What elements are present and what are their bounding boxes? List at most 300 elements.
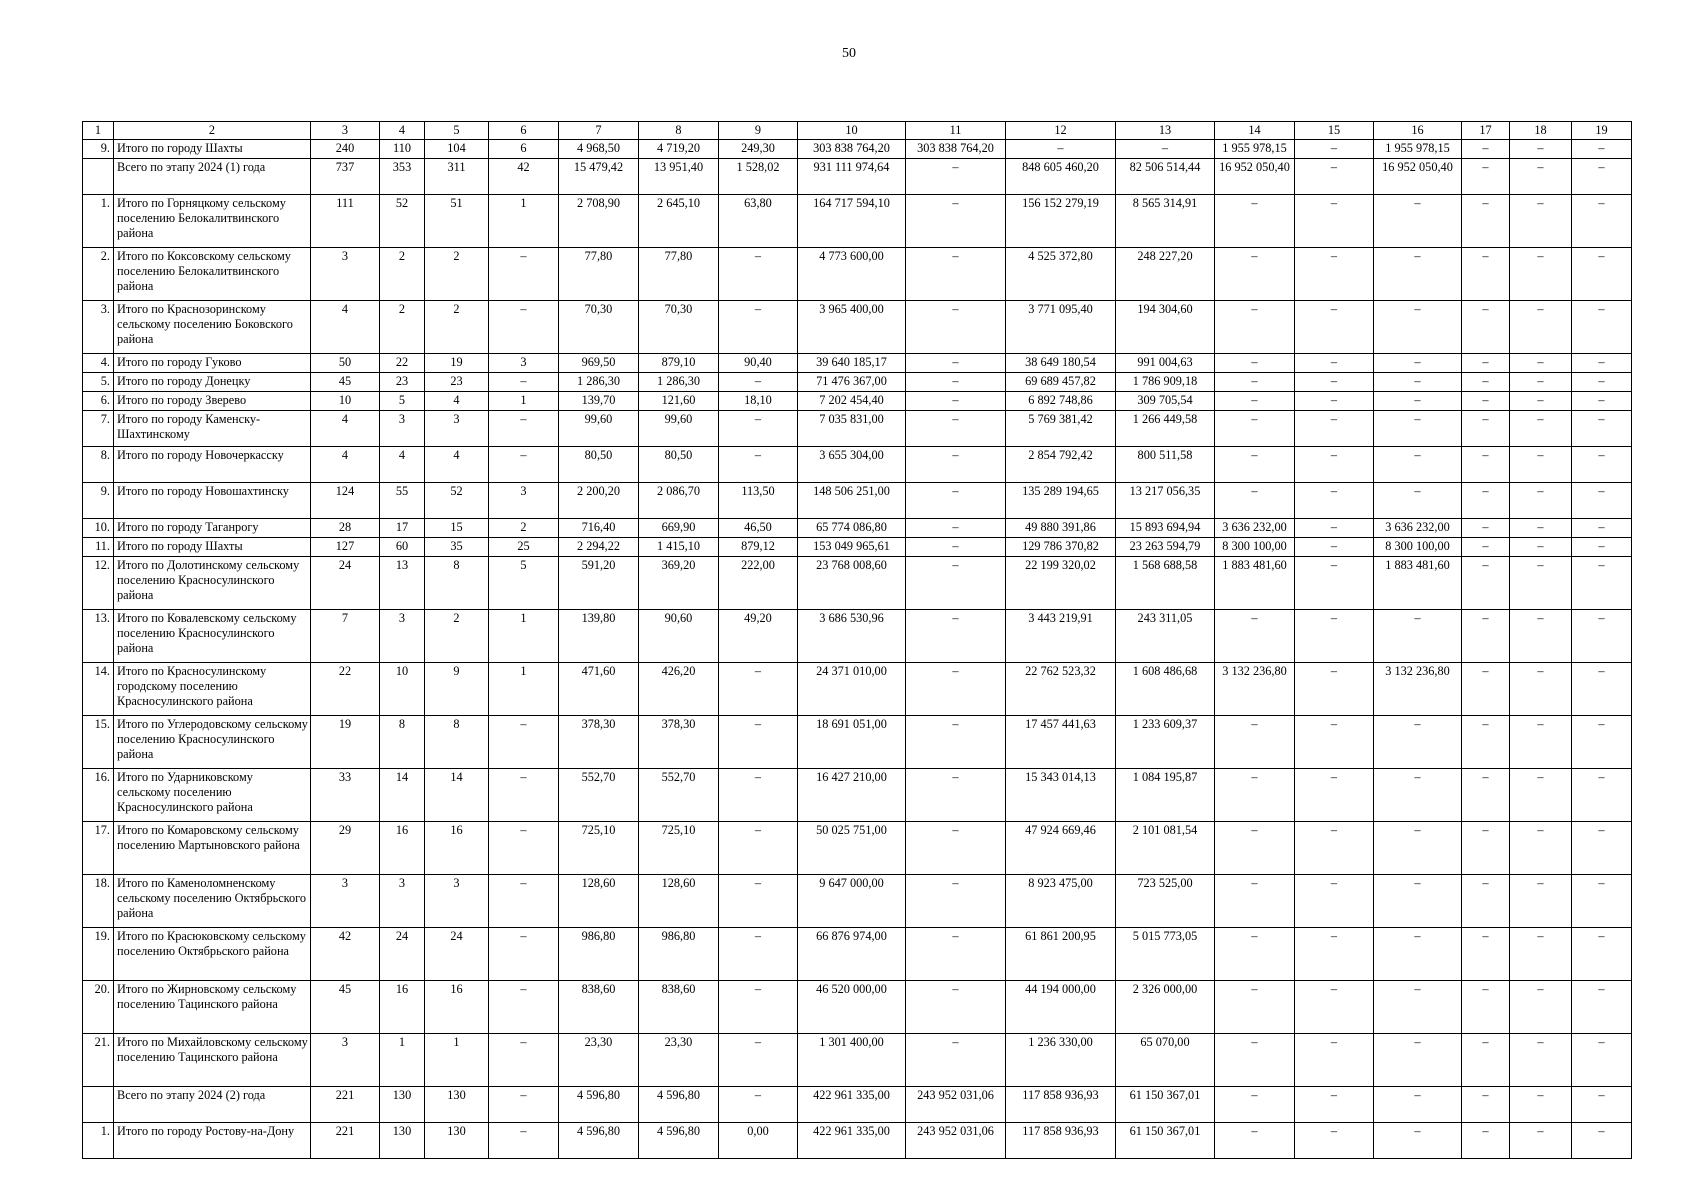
value-cell: –: [906, 981, 1006, 1034]
value-cell: 148 506 251,00: [798, 483, 906, 519]
value-cell: –: [1116, 140, 1215, 159]
value-cell: –: [1510, 1123, 1572, 1159]
value-cell: –: [1295, 663, 1374, 716]
value-cell: 45: [311, 373, 380, 392]
row-number-cell: 16.: [83, 769, 114, 822]
value-cell: –: [1510, 981, 1572, 1034]
value-cell: 9: [425, 663, 489, 716]
value-cell: –: [906, 195, 1006, 248]
value-cell: –: [1295, 538, 1374, 557]
value-cell: 15: [425, 519, 489, 538]
value-cell: –: [1215, 822, 1295, 875]
row-number-cell: 12.: [83, 557, 114, 610]
value-cell: 38 649 180,54: [1006, 354, 1116, 373]
value-cell: –: [1295, 769, 1374, 822]
table-row: [83, 557, 1632, 610]
value-cell: 13 217 056,35: [1116, 483, 1215, 519]
value-cell: 129 786 370,82: [1006, 538, 1116, 557]
value-cell: 80,50: [639, 447, 719, 483]
value-cell: 1 286,30: [559, 373, 639, 392]
value-cell: 1 415,10: [639, 538, 719, 557]
value-cell: –: [1215, 195, 1295, 248]
value-cell: 71 476 367,00: [798, 373, 906, 392]
value-cell: 3 132 236,80: [1215, 663, 1295, 716]
row-name-cell: Итого по городу Донецку: [114, 373, 311, 392]
value-cell: 5 769 381,42: [1006, 411, 1116, 447]
value-cell: 723 525,00: [1116, 875, 1215, 928]
value-cell: –: [1215, 981, 1295, 1034]
value-cell: –: [489, 447, 559, 483]
value-cell: –: [1462, 392, 1510, 411]
value-cell: 2 326 000,00: [1116, 981, 1215, 1034]
row-number-cell: 13.: [83, 610, 114, 663]
value-cell: –: [1215, 1087, 1295, 1123]
value-cell: 16: [380, 981, 425, 1034]
value-cell: –: [1572, 557, 1632, 610]
table-row: [83, 301, 1632, 354]
value-cell: –: [719, 663, 798, 716]
value-cell: 422 961 335,00: [798, 1087, 906, 1123]
value-cell: 879,12: [719, 538, 798, 557]
value-cell: 8: [425, 716, 489, 769]
value-cell: 15 479,42: [559, 159, 639, 195]
value-cell: 124: [311, 483, 380, 519]
value-cell: –: [1295, 411, 1374, 447]
row-name-cell: Итого по Михайловскому сельскому поселению Тацинского района: [114, 1034, 311, 1087]
value-cell: 8 300 100,00: [1215, 538, 1295, 557]
value-cell: 0,00: [719, 1123, 798, 1159]
value-cell: 16 427 210,00: [798, 769, 906, 822]
row-name-cell: Всего по этапу 2024 (1) года: [114, 159, 311, 195]
table-row: [83, 373, 1632, 392]
value-cell: 22: [311, 663, 380, 716]
value-cell: 2: [380, 248, 425, 301]
row-name-cell: Итого по городу Новошахтинску: [114, 483, 311, 519]
value-cell: 5: [380, 392, 425, 411]
value-cell: 4 525 372,80: [1006, 248, 1116, 301]
value-cell: –: [1572, 195, 1632, 248]
row-number-cell: 19.: [83, 928, 114, 981]
value-cell: 1 286,30: [639, 373, 719, 392]
column-header: 3: [311, 122, 380, 140]
value-cell: 19: [311, 716, 380, 769]
row-name-cell: Итого по Углеродовскому сельскому поселению Красносулинского района: [114, 716, 311, 769]
value-cell: 17: [380, 519, 425, 538]
value-cell: 23: [380, 373, 425, 392]
value-cell: –: [719, 301, 798, 354]
value-cell: –: [1374, 373, 1462, 392]
value-cell: –: [906, 875, 1006, 928]
value-cell: –: [906, 483, 1006, 519]
value-cell: 1 955 978,15: [1215, 140, 1295, 159]
value-cell: –: [1374, 483, 1462, 519]
column-header: 13: [1116, 122, 1215, 140]
column-header: 7: [559, 122, 639, 140]
value-cell: 65 070,00: [1116, 1034, 1215, 1087]
row-number-cell: 1.: [83, 1123, 114, 1159]
value-cell: 46,50: [719, 519, 798, 538]
value-cell: 1 528,02: [719, 159, 798, 195]
value-cell: –: [1374, 1123, 1462, 1159]
value-cell: –: [1295, 981, 1374, 1034]
value-cell: –: [1295, 557, 1374, 610]
value-cell: 303 838 764,20: [798, 140, 906, 159]
value-cell: 117 858 936,93: [1006, 1123, 1116, 1159]
value-cell: –: [719, 447, 798, 483]
value-cell: –: [719, 411, 798, 447]
table-row: [83, 354, 1632, 373]
value-cell: 7: [311, 610, 380, 663]
value-cell: –: [1295, 140, 1374, 159]
column-header: 19: [1572, 122, 1632, 140]
value-cell: 4 596,80: [559, 1123, 639, 1159]
value-cell: 153 049 965,61: [798, 538, 906, 557]
value-cell: –: [906, 354, 1006, 373]
value-cell: –: [906, 663, 1006, 716]
value-cell: 8 565 314,91: [1116, 195, 1215, 248]
value-cell: 221: [311, 1087, 380, 1123]
value-cell: –: [719, 716, 798, 769]
value-cell: 49 880 391,86: [1006, 519, 1116, 538]
value-cell: –: [1295, 301, 1374, 354]
table-row: [83, 1087, 1632, 1123]
value-cell: 991 004,63: [1116, 354, 1215, 373]
value-cell: –: [489, 769, 559, 822]
value-cell: –: [1374, 354, 1462, 373]
value-cell: –: [906, 447, 1006, 483]
value-cell: 1 236 330,00: [1006, 1034, 1116, 1087]
value-cell: 16: [425, 981, 489, 1034]
value-cell: 10: [380, 663, 425, 716]
value-cell: –: [1510, 928, 1572, 981]
value-cell: 1 266 449,58: [1116, 411, 1215, 447]
value-cell: –: [1462, 769, 1510, 822]
value-cell: 378,30: [559, 716, 639, 769]
value-cell: –: [489, 301, 559, 354]
value-cell: 13 951,40: [639, 159, 719, 195]
value-cell: 42: [489, 159, 559, 195]
table-row: [83, 716, 1632, 769]
value-cell: –: [1374, 411, 1462, 447]
value-cell: 80,50: [559, 447, 639, 483]
value-cell: –: [906, 159, 1006, 195]
value-cell: 838,60: [639, 981, 719, 1034]
value-cell: –: [1374, 248, 1462, 301]
value-cell: 63,80: [719, 195, 798, 248]
value-cell: 14: [425, 769, 489, 822]
value-cell: –: [719, 875, 798, 928]
value-cell: 1 568 688,58: [1116, 557, 1215, 610]
row-name-cell: Итого по городу Шахты: [114, 140, 311, 159]
value-cell: 426,20: [639, 663, 719, 716]
value-cell: –: [1462, 248, 1510, 301]
value-cell: 15 343 014,13: [1006, 769, 1116, 822]
value-cell: –: [1374, 447, 1462, 483]
value-cell: 3: [380, 610, 425, 663]
value-cell: 113,50: [719, 483, 798, 519]
value-cell: –: [1462, 354, 1510, 373]
value-cell: 1: [380, 1034, 425, 1087]
value-cell: –: [1572, 875, 1632, 928]
value-cell: 13: [380, 557, 425, 610]
value-cell: 4: [425, 392, 489, 411]
value-cell: –: [719, 928, 798, 981]
value-cell: 1: [489, 195, 559, 248]
value-cell: 311: [425, 159, 489, 195]
value-cell: 3: [380, 875, 425, 928]
table-row: [83, 411, 1632, 447]
value-cell: –: [906, 519, 1006, 538]
value-cell: –: [1510, 447, 1572, 483]
value-cell: 23 768 008,60: [798, 557, 906, 610]
value-cell: –: [1462, 928, 1510, 981]
data-table: [82, 121, 1632, 1159]
column-header: 15: [1295, 122, 1374, 140]
value-cell: 60: [380, 538, 425, 557]
value-cell: 4: [425, 447, 489, 483]
value-cell: 24: [311, 557, 380, 610]
value-cell: 70,30: [559, 301, 639, 354]
value-cell: 2 200,20: [559, 483, 639, 519]
value-cell: –: [1572, 822, 1632, 875]
value-cell: 3: [311, 248, 380, 301]
row-name-cell: Итого по городу Каменску-Шахтинскому: [114, 411, 311, 447]
value-cell: 130: [425, 1087, 489, 1123]
value-cell: 725,10: [639, 822, 719, 875]
value-cell: 669,90: [639, 519, 719, 538]
value-cell: 8: [425, 557, 489, 610]
value-cell: 3: [489, 354, 559, 373]
value-cell: –: [1462, 483, 1510, 519]
value-cell: 848 605 460,20: [1006, 159, 1116, 195]
value-cell: –: [489, 875, 559, 928]
row-number-cell: 14.: [83, 663, 114, 716]
value-cell: –: [1572, 483, 1632, 519]
value-cell: –: [1462, 159, 1510, 195]
value-cell: –: [1510, 663, 1572, 716]
value-cell: –: [1462, 610, 1510, 663]
page-number: 50: [842, 46, 856, 61]
value-cell: –: [906, 373, 1006, 392]
value-cell: 104: [425, 140, 489, 159]
row-number-cell: 5.: [83, 373, 114, 392]
value-cell: 2 708,90: [559, 195, 639, 248]
value-cell: 69 689 457,82: [1006, 373, 1116, 392]
column-header: 17: [1462, 122, 1510, 140]
value-cell: 3: [311, 1034, 380, 1087]
value-cell: 986,80: [559, 928, 639, 981]
value-cell: 23,30: [639, 1034, 719, 1087]
value-cell: –: [489, 1123, 559, 1159]
table-header-row: [83, 122, 1632, 140]
value-cell: 1 301 400,00: [798, 1034, 906, 1087]
value-cell: –: [906, 1034, 1006, 1087]
value-cell: –: [489, 1087, 559, 1123]
column-header: 18: [1510, 122, 1572, 140]
table-row: [83, 822, 1632, 875]
value-cell: –: [1215, 392, 1295, 411]
row-number-cell: [83, 159, 114, 195]
value-cell: 18 691 051,00: [798, 716, 906, 769]
value-cell: –: [1295, 248, 1374, 301]
value-cell: 156 152 279,19: [1006, 195, 1116, 248]
column-header: 16: [1374, 122, 1462, 140]
table-row: [83, 519, 1632, 538]
value-cell: 5: [489, 557, 559, 610]
row-number-cell: 3.: [83, 301, 114, 354]
column-header: 2: [114, 122, 311, 140]
value-cell: 2: [425, 248, 489, 301]
value-cell: 221: [311, 1123, 380, 1159]
value-cell: –: [1572, 411, 1632, 447]
value-cell: –: [1295, 822, 1374, 875]
value-cell: –: [1374, 1087, 1462, 1123]
value-cell: –: [1295, 875, 1374, 928]
row-number-cell: 17.: [83, 822, 114, 875]
value-cell: –: [1295, 447, 1374, 483]
value-cell: –: [1215, 610, 1295, 663]
value-cell: 3 636 232,00: [1374, 519, 1462, 538]
value-cell: 4 596,80: [639, 1123, 719, 1159]
value-cell: –: [1215, 769, 1295, 822]
value-cell: –: [1572, 769, 1632, 822]
value-cell: 4 596,80: [639, 1087, 719, 1123]
value-cell: –: [719, 1087, 798, 1123]
value-cell: 3 965 400,00: [798, 301, 906, 354]
value-cell: –: [906, 928, 1006, 981]
value-cell: –: [1374, 769, 1462, 822]
value-cell: –: [1572, 981, 1632, 1034]
value-cell: 128,60: [559, 875, 639, 928]
row-number-cell: [83, 1087, 114, 1123]
value-cell: 19: [425, 354, 489, 373]
column-header: 9: [719, 122, 798, 140]
value-cell: 248 227,20: [1116, 248, 1215, 301]
value-cell: 3: [380, 411, 425, 447]
value-cell: –: [1510, 769, 1572, 822]
value-cell: 51: [425, 195, 489, 248]
value-cell: –: [1510, 822, 1572, 875]
value-cell: –: [489, 373, 559, 392]
value-cell: 23 263 594,79: [1116, 538, 1215, 557]
row-name-cell: Итого по городу Зверево: [114, 392, 311, 411]
value-cell: –: [1374, 1034, 1462, 1087]
value-cell: –: [1572, 354, 1632, 373]
value-cell: 35: [425, 538, 489, 557]
row-number-cell: 21.: [83, 1034, 114, 1087]
value-cell: –: [1510, 248, 1572, 301]
value-cell: 82 506 514,44: [1116, 159, 1215, 195]
value-cell: –: [1462, 716, 1510, 769]
value-cell: –: [1572, 1123, 1632, 1159]
row-name-cell: Итого по Ударниковскому сельскому поселению Красносулинского района: [114, 769, 311, 822]
value-cell: –: [1374, 822, 1462, 875]
row-number-cell: 15.: [83, 716, 114, 769]
value-cell: –: [1572, 140, 1632, 159]
table-row: [83, 195, 1632, 248]
value-cell: 42: [311, 928, 380, 981]
value-cell: 25: [489, 538, 559, 557]
value-cell: 45: [311, 981, 380, 1034]
value-cell: –: [719, 769, 798, 822]
value-cell: 1 955 978,15: [1374, 140, 1462, 159]
value-cell: –: [719, 822, 798, 875]
value-cell: 240: [311, 140, 380, 159]
value-cell: 22 762 523,32: [1006, 663, 1116, 716]
value-cell: 33: [311, 769, 380, 822]
value-cell: 3 686 530,96: [798, 610, 906, 663]
value-cell: 1: [489, 392, 559, 411]
value-cell: –: [1295, 159, 1374, 195]
value-cell: 18,10: [719, 392, 798, 411]
value-cell: –: [1215, 483, 1295, 519]
value-cell: 2 294,22: [559, 538, 639, 557]
value-cell: 50 025 751,00: [798, 822, 906, 875]
value-cell: –: [1510, 373, 1572, 392]
value-cell: 4 596,80: [559, 1087, 639, 1123]
table-row: [83, 538, 1632, 557]
row-name-cell: Итого по городу Новочеркасску: [114, 447, 311, 483]
value-cell: 2: [425, 610, 489, 663]
value-cell: 90,40: [719, 354, 798, 373]
value-cell: –: [1215, 447, 1295, 483]
value-cell: –: [1295, 373, 1374, 392]
value-cell: –: [1462, 1087, 1510, 1123]
value-cell: 22 199 320,02: [1006, 557, 1116, 610]
value-cell: –: [1510, 1087, 1572, 1123]
value-cell: 243 952 031,06: [906, 1123, 1006, 1159]
value-cell: 117 858 936,93: [1006, 1087, 1116, 1123]
value-cell: 4: [311, 411, 380, 447]
value-cell: 130: [425, 1123, 489, 1159]
value-cell: –: [1572, 716, 1632, 769]
value-cell: –: [1215, 411, 1295, 447]
value-cell: –: [1462, 875, 1510, 928]
value-cell: 16: [380, 822, 425, 875]
value-cell: –: [1510, 1034, 1572, 1087]
value-cell: –: [1374, 875, 1462, 928]
value-cell: –: [1374, 981, 1462, 1034]
value-cell: –: [1462, 1123, 1510, 1159]
value-cell: –: [1462, 557, 1510, 610]
value-cell: –: [1510, 538, 1572, 557]
value-cell: 47 924 669,46: [1006, 822, 1116, 875]
value-cell: 243 952 031,06: [906, 1087, 1006, 1123]
value-cell: –: [1510, 519, 1572, 538]
value-cell: –: [489, 411, 559, 447]
table-row: [83, 159, 1632, 195]
value-cell: –: [719, 373, 798, 392]
value-cell: 52: [380, 195, 425, 248]
value-cell: –: [1374, 301, 1462, 354]
value-cell: –: [1215, 248, 1295, 301]
value-cell: 1 883 481,60: [1215, 557, 1295, 610]
row-name-cell: Итого по городу Гуково: [114, 354, 311, 373]
row-name-cell: Итого по Красюковскому сельскому поселению Октябрьского района: [114, 928, 311, 981]
value-cell: –: [1295, 483, 1374, 519]
value-cell: 29: [311, 822, 380, 875]
value-cell: 16: [425, 822, 489, 875]
value-cell: 194 304,60: [1116, 301, 1215, 354]
value-cell: 353: [380, 159, 425, 195]
value-cell: –: [906, 392, 1006, 411]
value-cell: –: [1510, 716, 1572, 769]
table-header: [83, 122, 1632, 140]
value-cell: 52: [425, 483, 489, 519]
value-cell: –: [1510, 411, 1572, 447]
value-cell: 4: [380, 447, 425, 483]
value-cell: 77,80: [639, 248, 719, 301]
